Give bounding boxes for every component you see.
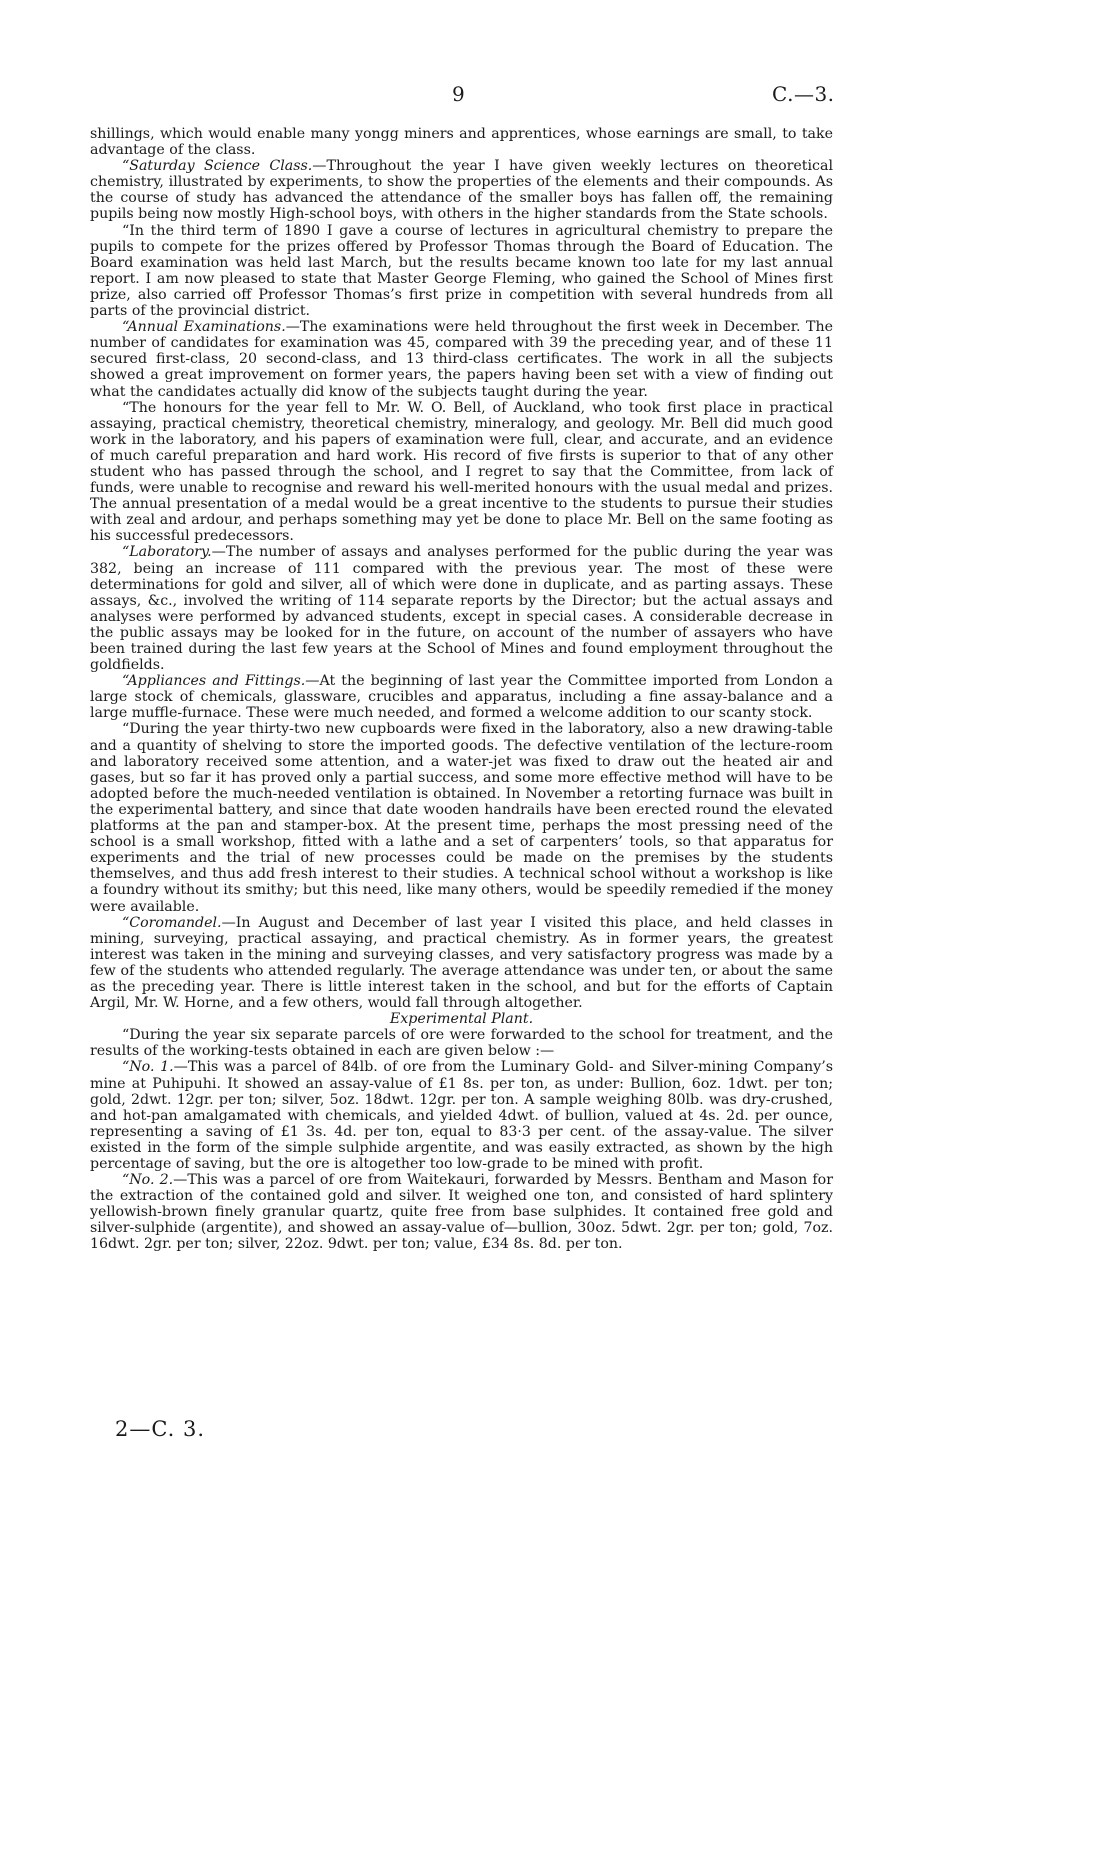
paragraph-agricultural-chemistry: “In the third term of 1890 I gave a course of lectures in agricultural chemistry to prepare the pupils to compete for the prizes offered by Professor Thomas through the Board of Education. The Board examination was held last March, but the results became known too late for my last annual report. I am now pleased to state that Master George Fleming, who gained the School of Mines first prize, also carried off Professor Thomas’s first prize in competition with several hundreds from all parts of the provincial district. — [90, 222, 833, 320]
paragraph-label: “Annual Examinations. — [122, 319, 286, 336]
paragraph-parcels-intro: “During the year six separate parcels of ore were forwarded to the school for treatment, and the results of the working-tests obtained in each are given below :— — [90, 1027, 833, 1060]
paragraph-honours: “The honours for the year fell to Mr. W. O. Bell, of Auckland, who took first place in practical assaying, practical chemistry, theoretical chemistry, mineralogy, and geology. Mr. Bell did much good work in the laboratory, and his papers of examination were full, clear, and accurate, and an evidence of much careful preparation and hard work. His record of five firsts is superior to that of any other student who has passed through the school, and I regret to say that the Committee, from lack of funds, were unable to recognise and reward his well-merited honours with the usual medal and prizes. The annual presentation of a medal would be a great incentive to the students to pursue their studies with zeal and ardour, and perhaps something may yet be done to place Mr. Bell on the same footing as his successful predecessors. — [90, 399, 833, 545]
paragraph-label: “Laboratory. — [122, 544, 212, 561]
document-reference: C.—3. — [772, 82, 835, 106]
paragraph-coromandel: “Coromandel.—In August and December of last year I visited this place, and held classes in mining, surveying, practical assaying, and practical chemistry. As in former years, the greatest interest was taken in the mining and surveying classes, and very satisfactory progress was made by a few of the students who attended regularly. The average attendance was under ten, or about the same as the preceding year. There is little interest taken in the school, and but for the efforts of Captain Argil, Mr. W. Horne, and a few others, would fall through altogether. — [90, 914, 833, 1012]
paragraph-parcel-no-1: “No. 1.—This was a parcel of 84lb. of ore from the Luminary Gold- and Silver-mining Company’s mine at Puhipuhi. It showed an assay-value of £1 8s. per ton, as under: Bullion, 6oz. 1dwt. per ton; gold, 2dwt. 12gr. per ton; silver, 5oz. 18dwt. 12gr. per ton. A sample weighing 80lb. was dry-crushed, and hot-pan amalgamated with chemicals, and yielded 4dwt. of bullion, valued at 4s. 2d. per ounce, representing a saving of £1 3s. 4d. per ton, equal to 83·3 per cent. of the assay-value. The silver existed in the form of the simple sulphide argentite, and was easily extracted, as shown by the high percentage of saving, but the ore is altogether too low-grade to be mined with profit. — [90, 1059, 833, 1172]
paragraph-parcel-no-2: “No. 2.—This was a parcel of ore from Waitekauri, forwarded by Messrs. Bentham and Mason for the extraction of the contained gold and silver. It weighed one ton, and consisted of hard splintery yellowish-brown finely granular quartz, quite free from base sulphides. It contained free gold and silver-sulphide (argentite), and showed an assay-value of—bullion, 30oz. 5dwt. 2gr. per ton; gold, 7oz. 16dwt. 2gr. per ton; silver, 22oz. 9dwt. per ton; value, £34 8s. 8d. per ton. — [90, 1172, 833, 1253]
paragraph-saturday-science-class: “Saturday Science Class.—Throughout the year I have given weekly lectures on theoretical chemistry, illustrated by experiments, to show the properties of the elements and their compounds. As the course of study has advanced the attendance of the smaller boys has fallen off, the remaining pupils being now mostly High-school boys, with others in the higher standards from the State schools. — [90, 158, 833, 223]
section-heading: Experimental Plant. — [389, 1011, 534, 1028]
paragraph-label: “No. 2. — [122, 1172, 174, 1189]
paragraph-appliances-fittings: “Appliances and Fittings.—At the beginning of last year the Committee imported from London a large stock of chemicals, glassware, crucibles and apparatus, including a fine assay-balance and a large muffle-furnace. These were much needed, and formed a welcome addition to our scanty stock. — [90, 673, 833, 722]
paragraph-label: “Saturday Science Class. — [122, 158, 313, 175]
paragraph-label: “Appliances and Fittings. — [122, 673, 306, 690]
paragraph-label: “Coromandel. — [122, 914, 222, 931]
page-number: 9 — [452, 82, 465, 106]
signature-mark: 2—C. 3. — [115, 1417, 206, 1441]
paragraph-continuation: shillings, which would enable many yongg miners and apprentices, whose earnings are small, to take advantage of the class. — [90, 126, 833, 159]
paragraph-laboratory: “Laboratory.—The number of assays and analyses performed for the public during the year was 382, being an increase of 111 compared with the previous year. The most of these were determinations for gold and silver, all of which were done in duplicate, and as parting assays. These assays, &c., involved the writing of 114 separate reports by the Director; but the actual assays and analyses were performed by advanced students, except in special cases. A considerable decrease in the public assays may be looked for in the future, on account of the number of assayers who have been trained during the last few years at the School of Mines and found employment throughout the goldfields. — [90, 544, 833, 674]
paragraph-annual-examinations: “Annual Examinations.—The examinations were held throughout the first week in December. The number of candidates for examination was 45, compared with 39 the preceding year, and of these 11 secured first-class, 20 second-class, and 13 third-class certificates. The work in all the subjects showed a great improvement on former years, the papers having been set with a view of finding out what the candidates actually did know of the subjects taught during the year. — [90, 319, 833, 400]
body-text — [90, 126, 833, 1253]
paragraph-label: “No. 1. — [122, 1059, 174, 1076]
paragraph-cupboards-workshop: “During the year thirty-two new cupboards were fixed in the laboratory, also a new drawing-table and a quantity of shelving to store the imported goods. The defective ventilation of the lecture-room and laboratory received some attention, and a water-jet was fixed to draw out the heated air and gases, but so far it has proved only a partial success, and some more effective method will have to be adopted before the much-needed ventilation is obtained. In November a retorting furnace was built in the experimental battery, and since that date wooden handrails have been erected round the elevated platforms at the pan and stamper-box. At the present time, perhaps the most pressing need of the school is a small workshop, fitted with a lathe and a set of carpenters’ tools, so that apparatus for experiments and the trial of new processes could be made on the premises by the students themselves, and thus add fresh interest to their studies. A technical school without a workshop is like a foundry without its smithy; but this need, like many others, would be speedily remedied if the money were available. — [90, 721, 833, 915]
